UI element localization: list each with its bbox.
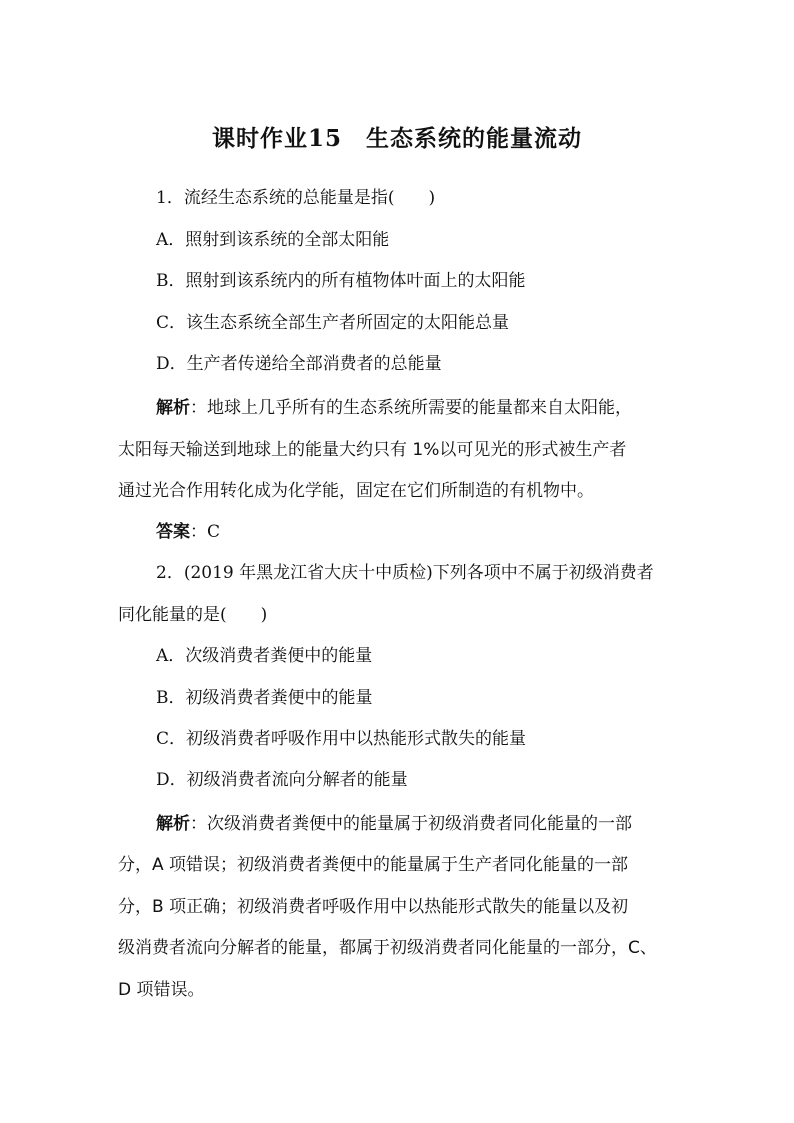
question-1-stem: 1．流经生态系统的总能量是指( ) xyxy=(156,188,436,208)
analysis-label: 解析 xyxy=(156,814,190,834)
question-2-analysis-line-1 xyxy=(156,812,632,836)
question-2-option-d: D．初级消费者流向分解者的能量 xyxy=(156,770,408,790)
question-2-stem-line-2: 同化能量的是( ) xyxy=(118,605,268,625)
analysis-label: 解析 xyxy=(156,398,190,418)
answer-text: ：C xyxy=(190,522,221,542)
question-2-stem-line-1: 2．(2019 年黑龙江省大庆十中质检)下列各项中不属于初级消费者 xyxy=(156,563,654,583)
question-1-option-b: B．照射到该系统内的所有植物体叶面上的太阳能 xyxy=(156,271,526,291)
page-title: 课时作业15 生态系统的能量流动 xyxy=(211,125,582,152)
question-2-option-a: A．次级消费者粪便中的能量 xyxy=(156,646,373,666)
question-2-analysis-line-4: 级消费者流向分解者的能量，都属于初级消费者同化能量的一部分，C、 xyxy=(118,938,657,958)
question-1-analysis-line-3: 通过光合作用转化成为化学能，固定在它们所制造的有机物中。 xyxy=(118,481,594,501)
question-2-analysis-line-2: 分，A 项错误；初级消费者粪便中的能量属于生产者同化能量的一部 xyxy=(118,855,629,875)
question-1-answer xyxy=(156,520,220,544)
answer-label: 答案 xyxy=(156,522,190,542)
question-2-analysis-line-3: 分，B 项正确；初级消费者呼吸作用中以热能形式散失的能量以及初 xyxy=(118,897,629,917)
analysis-text: ：次级消费者粪便中的能量属于初级消费者同化能量的一部 xyxy=(190,814,632,834)
question-2-option-b: B．初级消费者粪便中的能量 xyxy=(156,688,373,708)
question-1-analysis-line-1 xyxy=(156,396,632,420)
question-1-option-d: D．生产者传递给全部消费者的总能量 xyxy=(156,354,442,374)
question-1-option-a: A．照射到该系统的全部太阳能 xyxy=(156,230,390,250)
question-2-analysis-line-5: D 项错误。 xyxy=(118,980,205,1000)
analysis-text: ：地球上几乎所有的生态系统所需要的能量都来自太阳能， xyxy=(190,398,632,418)
question-2-option-c: C．初级消费者呼吸作用中以热能形式散失的能量 xyxy=(156,729,527,749)
question-1-analysis-line-2: 太阳每天输送到地球上的能量大约只有 1%以可见光的形式被生产者 xyxy=(118,440,627,460)
question-1-option-c: C．该生态系统全部生产者所固定的太阳能总量 xyxy=(156,313,510,333)
